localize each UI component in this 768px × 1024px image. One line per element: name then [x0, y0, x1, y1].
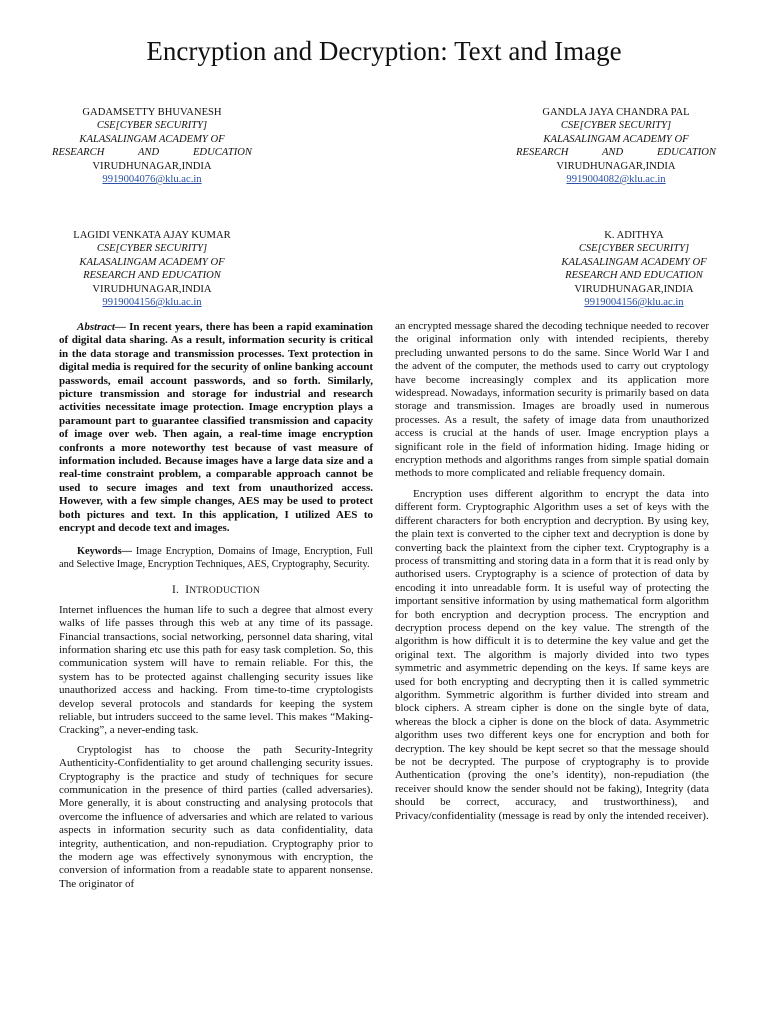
author-name: K. ADITHYA	[604, 230, 664, 241]
author-dept: CSE[CYBER SECURITY]	[578, 243, 690, 255]
author-block	[52, 106, 252, 186]
author-block	[516, 106, 716, 186]
author-org: RESEARCH AND EDUCATION	[83, 270, 221, 282]
author-org: RESEARCH AND EDUCATION	[565, 270, 703, 282]
author-org: RESEARCH AND EDUCATION	[52, 147, 252, 159]
author-email-link[interactable]: 9919004156@klu.ac.in	[102, 297, 202, 309]
author-location: VIRUDHUNAGAR,INDIA	[92, 160, 212, 172]
author-location: VIRUDHUNAGAR,INDIA	[556, 160, 676, 172]
author-name: GANDLA JAYA CHANDRA PAL	[542, 107, 690, 118]
author-name: GADAMSETTY BHUVANESH	[82, 107, 222, 118]
right-column	[395, 320, 709, 823]
abstract-text: In recent years, there has been a rapid examination of digital data sharing. As a result, information security is critical in the data storage and transmission processes. Text protection in digital media is required for the security of online banking account passwords, email account passwords, and so forth. Similarly, picture transmission and storage for industrial and research activities necessitate image protection. Image encryption plays a paramount part to guarantee classified transmission and capacity of image over web. Then again, a real-time image encryption confronts a more noteworthy test because of vast measure of information included. Because images have a large data size and a real-time constraint problem, a comparable approach cannot be used to secure images and text from unauthorized access. However, with a few simple changes, AES may be used to protect both pictures and text. In this application, I utilized AES to encrypt and decode text and images.	[59, 321, 373, 535]
author-org: KALASALINGAM ACADEMY OF	[79, 133, 225, 145]
author-email-link[interactable]: 9919004156@klu.ac.in	[584, 297, 684, 309]
intro-paragraph: Cryptologist has to choose the path Security-Integrity Authenticity-Confidentiality to get around challenging security issues. Cryptography is the practice and study of techniques for secure communication in the presence of third parties (called adversaries). More generally, it is about constructing and analysing protocols that overcome the influence of adversaries and which are related to various aspects in information security such as data confidentiality, data integrity, authentication, and non-repudiation. Cryptography prior to the modern age was effectively synonymous with encryption, the conversion of information from a readable state to apparent nonsense. The originator of	[59, 743, 373, 890]
author-block	[52, 229, 252, 309]
author-org: KALASALINGAM ACADEMY OF	[561, 256, 707, 268]
author-name: LAGIDI VENKATA AJAY KUMAR	[73, 230, 231, 241]
author-org: KALASALINGAM ACADEMY OF	[543, 133, 689, 145]
author-dept: CSE[CYBER SECURITY]	[96, 243, 208, 255]
paper-title: Encryption and Decryption: Text and Image	[146, 36, 622, 66]
author-email-link[interactable]: 9919004082@klu.ac.in	[566, 174, 666, 186]
body-paragraph: Encryption uses different algorithm to encrypt the data into different form. Cryptographic Algorithm uses a set of keys with the different characters for both encryption and decryption. By using key, the plain text is converted to the cipher text and decryption is done by converting back the plaintext from the cipher text. Cryptography is a process of transmitting and storing data in a form that it is read only by authorised users. Cryptography is a science of protection of data by encoding it into unreadable form. It is useful way of protecting the important sensitive information by using mathematical form algorithm for both encryption and decryption process. The encryption and decryption process depend on the key value. The strength of the algorithm is how difficult it is to determine the key value and get the original text. The algorithm is majorly divided into two types symmetric and asymmetric depending on the keys. If same keys are used for both encrypting and decrypting then it is called symmetric algorithm. Symmetric algorithm is further divided into stream and block ciphers. A stream cipher is done on the single byte of data, whereas the block a cipher is done on the block of data. Asymmetric algorithm uses two different keys one for encryption and both for decryption. The key should be kept secret so that the message should be not be decrypted. The purpose of cryptography is to provide Authentication (proving the one’s identity), non-repudiation (the receiver should know the sender should not be faking), Integrity (data should be correct, accuracy, and trustworthiness), and Privacy/confidentiality (message is read by only the intended receiver).	[395, 487, 709, 822]
abstract-paragraph	[59, 321, 373, 536]
author-email-link[interactable]: 9919004076@klu.ac.in	[102, 174, 202, 186]
author-dept: CSE[CYBER SECURITY]	[560, 120, 672, 132]
keywords-text: Image Encryption, Domains of Image, Encryption, Full and Selective Image, Encryption Techniques, AES, Cryptography, Security.	[59, 545, 373, 570]
abstract-label: Abstract—	[77, 321, 126, 333]
body-paragraph: an encrypted message shared the decoding technique needed to recover the original information only with intended recipients, thereby precluding unwanted persons to do the same. Since World War I and the advent of the computer, the methods used to carry out cryptology have become increasingly complex and its application more widespread. Nowadays, information security is primarily based on data storage and transmission. Images are broadly used in numerous processes. As a result, the safety of image data from unauthorized access is crucial at the hands of user. Image encryption plays a significant role in the field of information hiding. Image hiding or encryption methods and algorithms ranges from simple spatial domain methods to more complicated and reliable frequency domain.	[395, 320, 709, 480]
author-block	[534, 229, 734, 309]
author-location: VIRUDHUNAGAR,INDIA	[574, 283, 694, 295]
intro-paragraph: Internet influences the human life to such a degree that almost every walks of life passes through this web at any time of its passage. Financial transactions, social networking, personnel data sharing, vital information sharing etc use this path for easy task completion. So, this communication system will have to remain reliable. For this, the system has to be protected against challenging security issues like unauthorized access and hacking. From time-to-time cryptologists develop several protocols and standards for keeping the system reliable, but intruders succeed to the same level. This makes “Making-Cracking”, a never-ending task.	[59, 603, 373, 737]
section-heading: I. INTRODUCTION	[171, 584, 261, 597]
author-location: VIRUDHUNAGAR,INDIA	[92, 283, 212, 295]
left-column	[59, 321, 373, 891]
author-org: RESEARCH AND EDUCATION	[516, 147, 716, 159]
keywords-label: Keywords—	[77, 545, 132, 557]
author-dept: CSE[CYBER SECURITY]	[96, 120, 208, 132]
author-org: KALASALINGAM ACADEMY OF	[79, 256, 225, 268]
keywords-paragraph	[59, 545, 373, 572]
